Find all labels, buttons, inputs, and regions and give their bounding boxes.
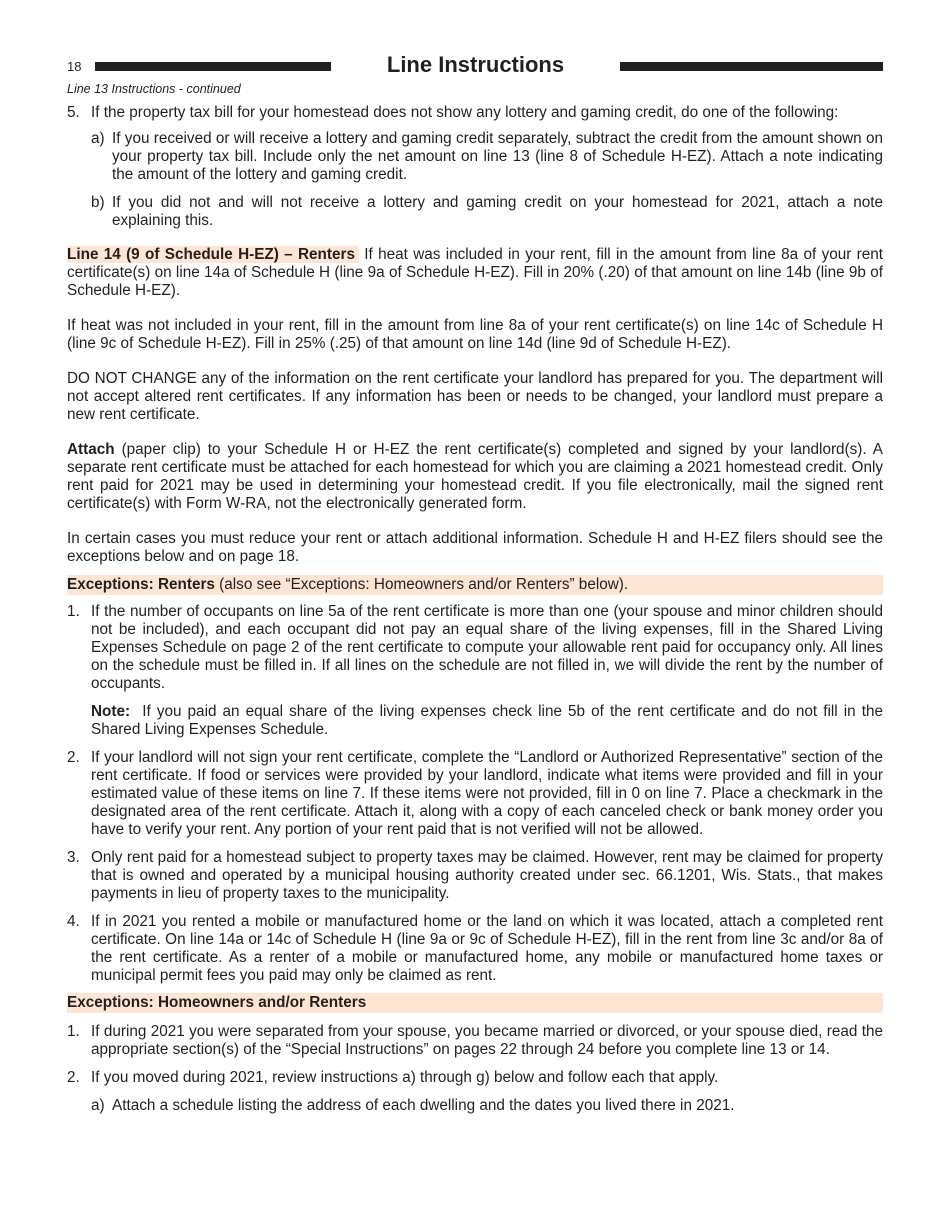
line14-paragraph-5: In certain cases you must reduce your rent or attach additional information. Schedule H and H-EZ filers should see the exceptions below and on page 18. — [67, 530, 883, 565]
line14-paragraph-3: DO NOT CHANGE any of the information on the rent certificate your landlord has prepared for you. The department will not accept altered rent certificates. If any information has been or needs to be changed, your landlord must prepare a new rent certificate. — [67, 370, 883, 423]
line14-paragraph-2: If heat was not included in your rent, fill in the amount from line 8a of your rent certificate(s) on line 14c of Schedule H (line 9c of Schedule H-EZ). Fill in 25% (.25) of that amount on line 14d (line 9d of Schedule H-EZ). — [67, 317, 883, 352]
exceptions-homeowners-heading: Exceptions: Homeowners and/or Renters — [67, 993, 883, 1013]
list-item: 2. If you moved during 2021, review instructions a) through g) below and follow each that apply. — [67, 1069, 719, 1086]
line13-sublist — [67, 130, 883, 230]
list-item: b) If you did not and will not receive a lottery and gaming credit on your homestead for 2021, attach a note explaining this. — [91, 194, 883, 229]
list-item: 4. If in 2021 you rented a mobile or manufactured home or the land on which it was located, attach a completed rent certificate. On line 14a or 14c of Schedule H (line 9a or 9c of Schedule H-EZ), fill in the rent from line 3c and/or 8a of the rent certificate. As a renter of a mobile or manufactured home, any mobile or manufactured home taxes or municipal permit fees you paid may only be claimed as rent. — [67, 913, 883, 984]
list-item: 2. If your landlord will not sign your rent certificate, complete the “Landlord or Authorized Representative” section of the rent certificate. If food or services were provided by your landlord, indicate what items were provided and fill in your estimated value of these items on line 7. If these items were not provided, fill in 0 on line 7. Place a checkmark in the designated area of the rent certificate. Attach it, along with a copy of each canceled check or bank money order you have to verify your rent. Any portion of your rent paid that is not verified will not be allowed. — [67, 749, 883, 838]
list-item: 1. If the number of occupants on line 5a of the rent certificate is more than one (your spouse and minor children should not be included), and each occupant did not pay an equal share of the living expenses, fill in the Shared Living Expenses Schedule on page 2 of the rent certificate to compute your allowable rent paid for occupancy only. All lines on the schedule must be filled in. If all lines on the schedule are not filled in, we will divide the rent by the number of occupants. — [67, 603, 883, 692]
list-item: 3. Only rent paid for a homestead subject to property taxes may be claimed. However, rent may be claimed for property that is owned and operated by a municipal housing authority created under sec. 66.1201, Wis. Stats., that makes payments in lieu of property taxes to the municipality. — [67, 849, 883, 902]
header-rule-left — [95, 62, 331, 71]
note-paragraph: Note: If you paid an equal share of the living expenses check line 5b of the rent certificate and do not fill in the Shared Living Expenses Schedule. — [91, 703, 884, 738]
page-title: Line Instructions — [386, 52, 565, 77]
exceptions-homeowners-sublist — [67, 1097, 883, 1115]
line14-heading: Line 14 (9 of Schedule H-EZ) – Renters — [67, 246, 359, 263]
header-rule-right — [620, 62, 883, 71]
exceptions-renters-heading: Exceptions: Renters (also see “Exceptions: Homeowners and/or Renters” below). — [67, 575, 883, 595]
list-item: 1. If during 2021 you were separated from your spouse, you became married or divorced, or your spouse died, read the appropriate section(s) of the “Special Instructions” on pages 22 through 24 before you complete line 13 or 14. — [67, 1023, 883, 1058]
line14-paragraph-1: Line 14 (9 of Schedule H-EZ) – Renters If heat was included in your rent, fill in the amount from line 8a of your rent certificate(s) on line 14a of Schedule H (line 9a of Schedule H-EZ). Fill in 20% (.20) of that amount on line 14b (line 9b of Schedule H-EZ). — [67, 246, 883, 299]
page-header — [67, 52, 883, 82]
list-item: 5. If the property tax bill for your homestead does not show any lottery and gaming credit, do one of the following: — [67, 104, 839, 121]
continued-label: Line 13 Instructions - continued — [67, 82, 241, 96]
list-item: a) Attach a schedule listing the address of each dwelling and the dates you lived there in 2021. — [91, 1097, 735, 1114]
exceptions-homeowners-list — [67, 1023, 883, 1087]
page-number: 18 — [67, 59, 82, 74]
exceptions-renters-list — [67, 603, 883, 985]
line13-list — [67, 104, 883, 122]
line14-paragraph-4: Attach (paper clip) to your Schedule H or H-EZ the rent certificate(s) completed and signed by your landlord(s). A separate rent certificate must be attached for each homestead for which you are claiming a 2021 homestead credit. Only rent paid for 2021 may be used in determining your homestead credit. If you file electronically, mail the signed rent certificate(s) with Form W-RA, not the electronically generated form. — [67, 441, 883, 512]
page — [67, 52, 883, 1125]
list-item: a) If you received or will receive a lottery and gaming credit separately, subtract the credit from the amount shown on your property tax bill. Include only the net amount on line 13 (line 8 of Schedule H-EZ). Attach a note indicating the amount of the lottery and gaming credit. — [91, 130, 883, 183]
